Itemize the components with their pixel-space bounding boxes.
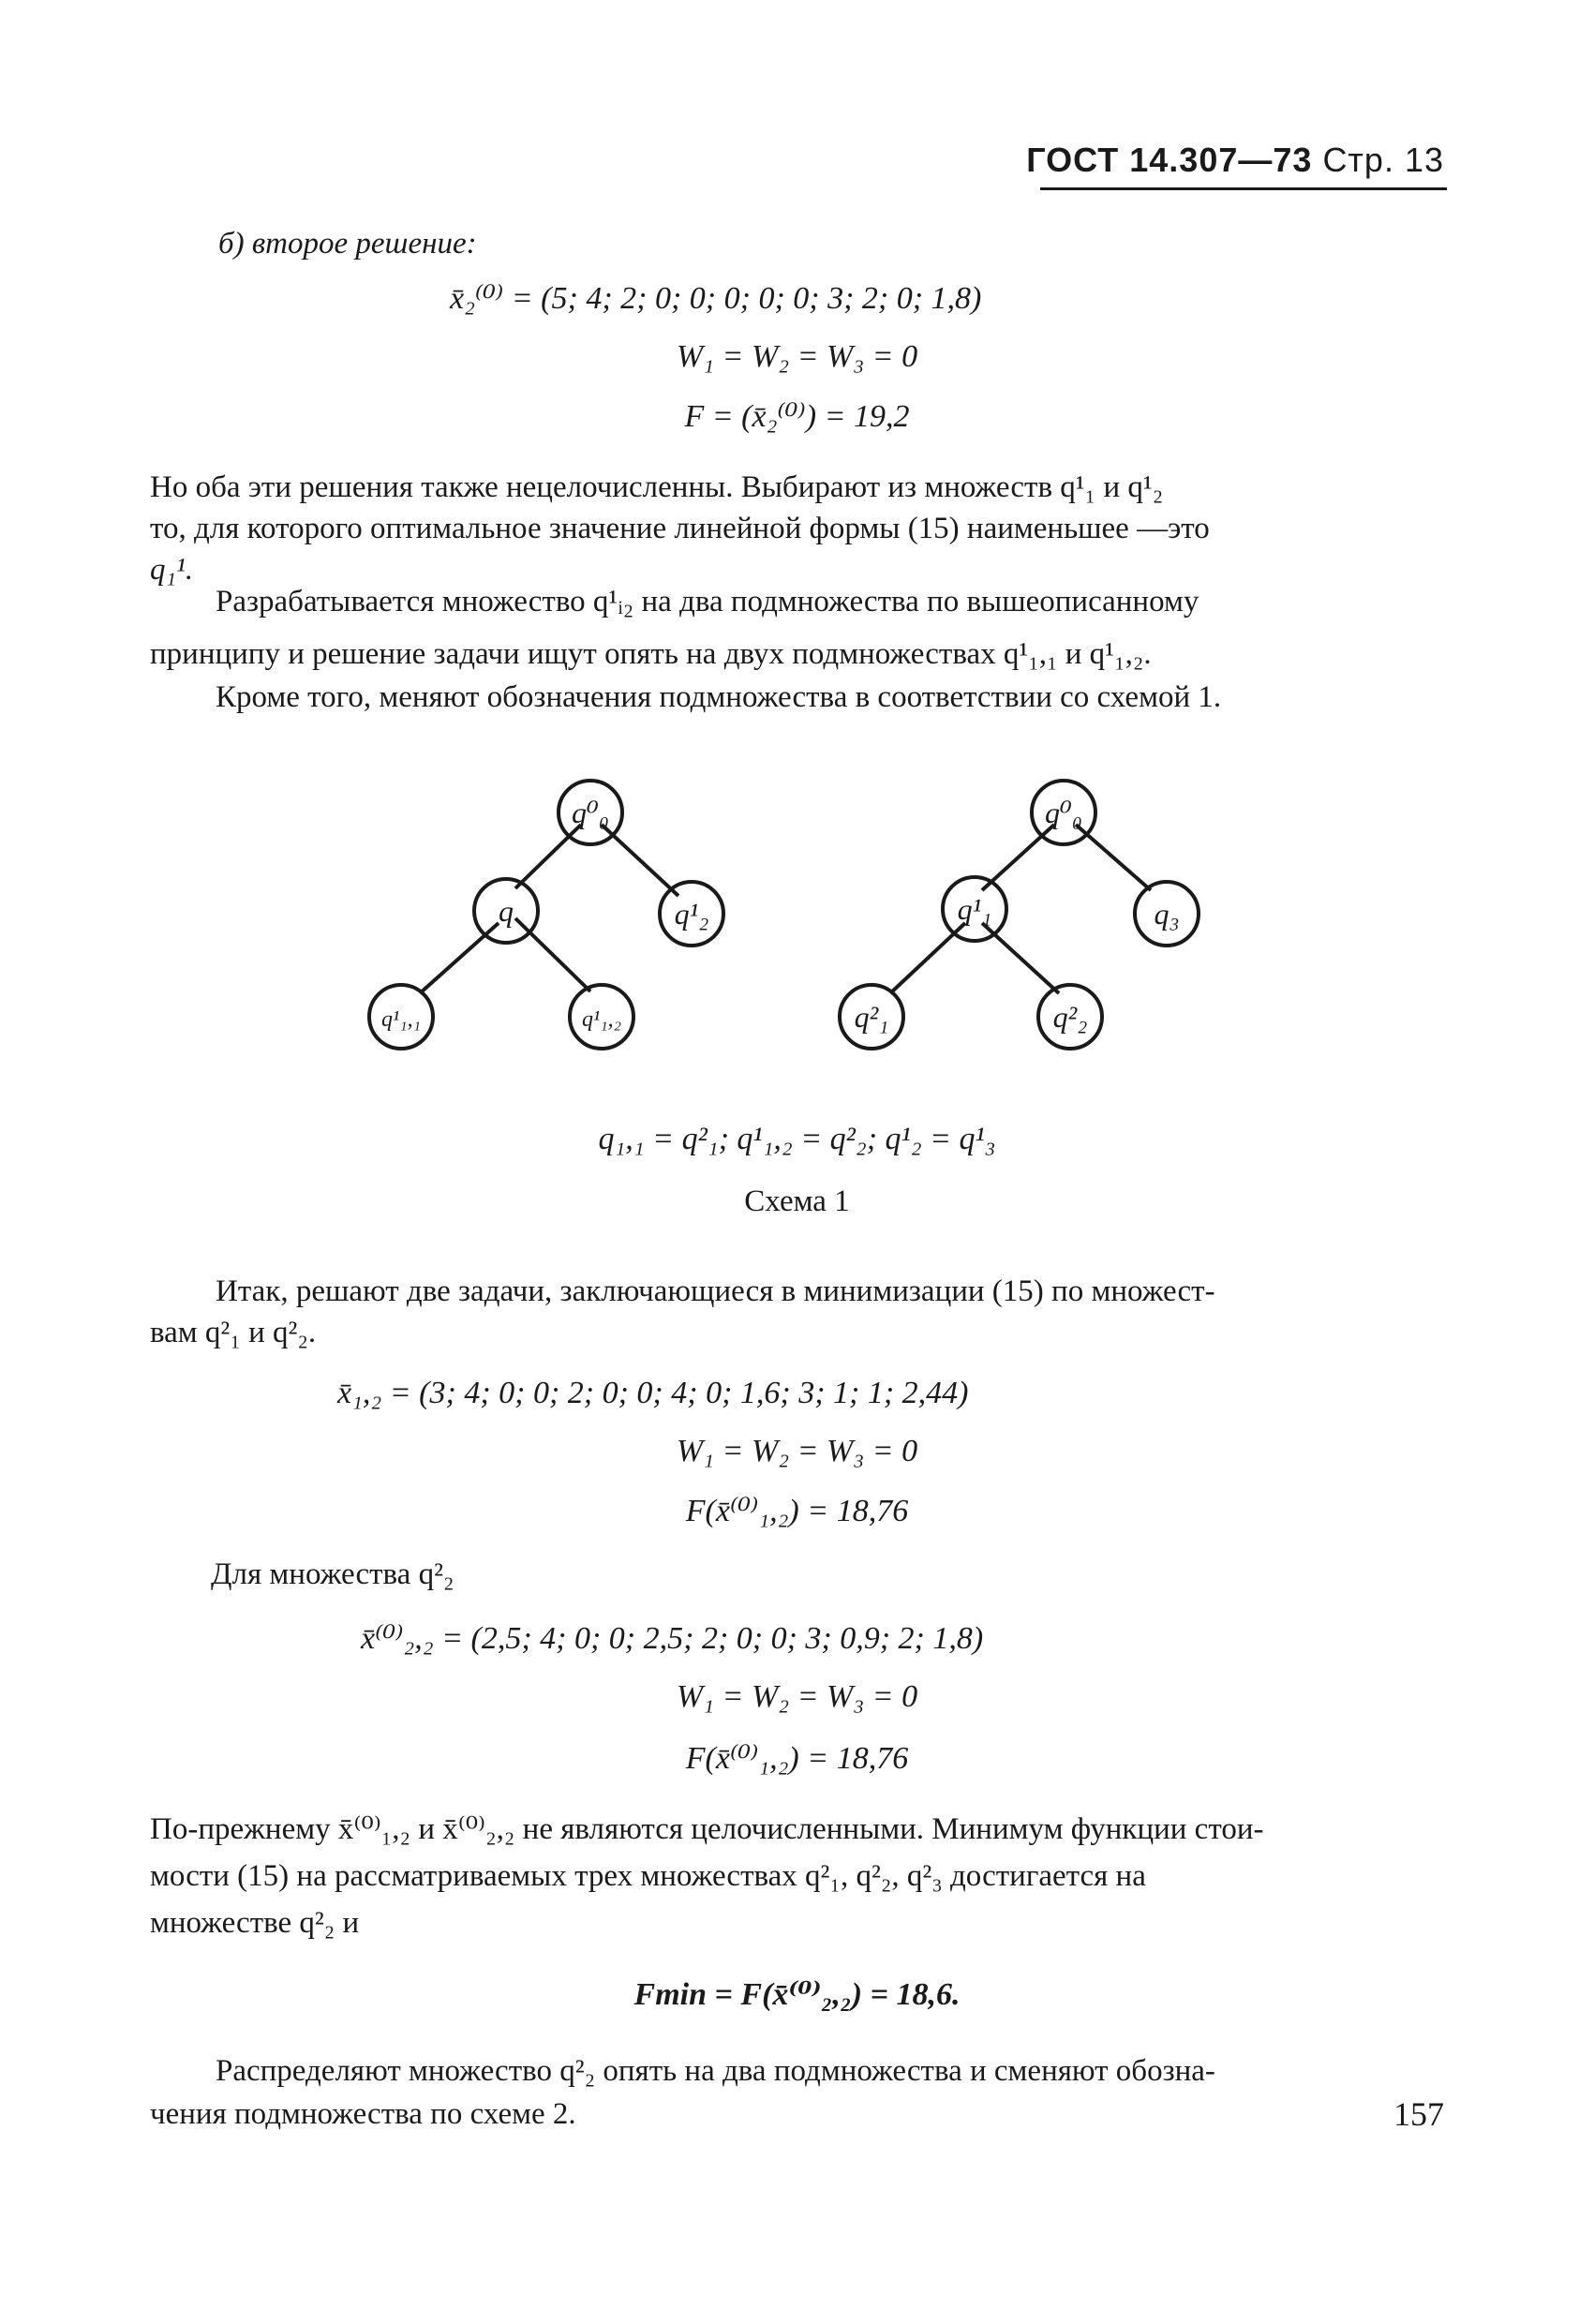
page-header [1026,141,1444,180]
page-label: Стр. 13 [1322,141,1444,179]
for-set-line: Для множества q²₂ [211,1557,454,1591]
para6-line2: чения подмножества по схеме 2. [150,2097,576,2131]
block1-eq1: x̄₁,₂ = (3; 4; 0; 0; 2; 0; 0; 4; 0; 1,6; 3; 1; 1; 2,44) [337,1376,969,1410]
block2-eq1: x̄⁽⁰⁾₂,₂ = (2,5; 4; 0; 0; 2,5; 2; 0; 0; 3; 0,9; 2; 1,8) [361,1621,984,1656]
para1-line1: Но оба эти решения также нецелочисленны. Выбирают из множеств q¹₁ и q¹₂ [150,470,1164,504]
section-b-eq2: W₁ = W₂ = W₃ = 0 [676,339,918,374]
node-left-q112: q¹₁,₂ [582,1007,621,1032]
block2-eq2: W₁ = W₂ = W₃ = 0 [676,1679,918,1714]
node-right-q11: q¹₁ [957,892,992,926]
block1-eq2: W₁ = W₂ = W₃ = 0 [676,1434,918,1468]
para2-line1: Разрабатывается множество q¹ᵢ₂ на два подмножества по вышеописанному [216,585,1199,618]
standard-code: ГОСТ 14.307—73 [1026,141,1313,179]
block1-eq3: F(x̄⁽⁰⁾₁,₂) = 18,76 [685,1494,909,1528]
para5-line1: По-прежнему x̄⁽⁰⁾₁,₂ и x̄⁽⁰⁾₂,₂ не являются целочисленными. Минимум функции стои- [150,1812,1264,1846]
page-number: 157 [1393,2095,1444,2133]
node-left-q: q [499,894,514,928]
section-b-label: б) второе решение: [218,227,477,261]
scheme-relations: q₁,₁ = q²₁; q¹₁,₂ = q²₂; q¹₂ = q¹₃ [598,1122,996,1156]
node-left-q12: q¹₂ [674,897,709,931]
header-rule [1040,187,1447,190]
fmin-equation: Fmin = F(x̄⁽⁰⁾₂,₂) = 18,6. [633,1977,961,2012]
node-left-q111: q¹₁,₁ [381,1007,421,1032]
node-right-q22: q²₂ [1052,1000,1088,1034]
node-right-q21: q²₁ [854,1000,889,1034]
para1-line3: q₁¹. [150,553,194,587]
para4-line1: Итак, решают две задачи, заключающиеся в минимизации (15) по множест- [216,1274,1215,1308]
para2-line2: принципу и решение задачи ищут опять на двух подмножествах q¹₁,₁ и q¹₁,₂. [150,637,1152,671]
node-right-q3: q₃ [1154,897,1180,931]
block2-eq3: F(x̄⁽⁰⁾₁,₂) = 18,76 [685,1741,909,1776]
para4-line2: вам q²₁ и q²₂. [150,1316,317,1349]
section-b-eq3: F = (x̄₂⁽⁰⁾) = 19,2 [684,399,910,434]
node-right-root: q⁰₀ [1045,796,1082,829]
scheme-1-diagram [356,768,1237,1078]
para5-line3: множестве q²₂ и [150,1906,360,1940]
section-b-eq1: x̄₂⁽⁰⁾ = (5; 4; 2; 0; 0; 0; 0; 0; 3; 2; 0; 1,8) [450,281,982,316]
node-left-root: q⁰₀ [572,796,609,829]
para1-line2: то, для которого оптимальное значение линейной формы (15) наименьшее —это [150,512,1210,545]
para3: Кроме того, меняют обозначения подмножества в соответствии со схемой 1. [216,680,1222,714]
para6-line1: Распределяют множество q²₂ опять на два подмножества и сменяют обозна- [216,2054,1215,2088]
scheme-caption: Схема 1 [744,1184,850,1218]
para5-line2: мости (15) на рассматриваемых трех множествах q²₁, q²₂, q²₃ достигается на [150,1859,1146,1893]
